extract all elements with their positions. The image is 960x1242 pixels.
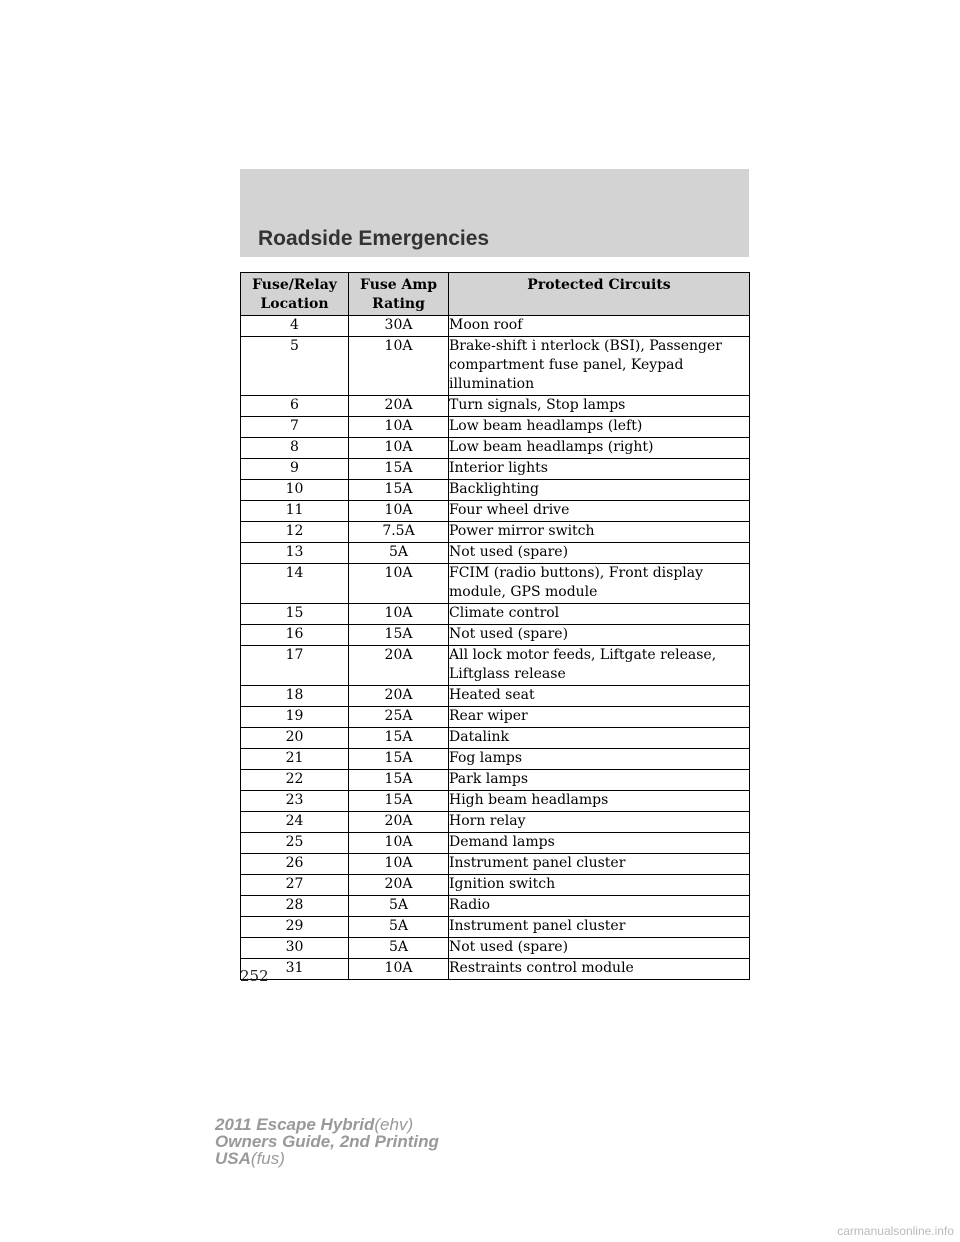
- section-header-band: [240, 169, 749, 257]
- fuse-location-cell: 12: [241, 522, 349, 543]
- table-row: [241, 522, 750, 543]
- table-header-row: [241, 273, 750, 316]
- table-row: [241, 896, 750, 917]
- fuse-amp-cell: 20A: [349, 396, 449, 417]
- protected-circuits-cell: Instrument panel cluster: [449, 854, 750, 875]
- header-amp-rating: Fuse Amp Rating: [349, 273, 449, 316]
- protected-circuits-cell: Rear wiper: [449, 707, 750, 728]
- fuse-location-cell: 24: [241, 812, 349, 833]
- table-row: [241, 564, 750, 604]
- fuse-amp-cell: 15A: [349, 791, 449, 812]
- fuse-amp-cell: 20A: [349, 875, 449, 896]
- fuse-location-cell: 18: [241, 686, 349, 707]
- protected-circuits-cell: FCIM (radio buttons), Front display module, GPS module: [449, 564, 750, 604]
- fuse-location-cell: 13: [241, 543, 349, 564]
- fuse-amp-cell: 25A: [349, 707, 449, 728]
- table-row: [241, 543, 750, 564]
- table-row: [241, 833, 750, 854]
- table-row: [241, 854, 750, 875]
- table-row: [241, 686, 750, 707]
- protected-circuits-cell: Horn relay: [449, 812, 750, 833]
- fuse-amp-cell: 5A: [349, 896, 449, 917]
- table-row: [241, 417, 750, 438]
- fuse-location-cell: 31: [241, 959, 349, 980]
- table-row: [241, 480, 750, 501]
- fuse-amp-cell: 10A: [349, 417, 449, 438]
- table-row: [241, 791, 750, 812]
- fuse-location-cell: 9: [241, 459, 349, 480]
- footer-line-1: [215, 1116, 439, 1133]
- fuse-location-cell: 4: [241, 316, 349, 337]
- fuse-location-cell: 21: [241, 749, 349, 770]
- table-row: [241, 749, 750, 770]
- fuse-table: [240, 272, 750, 980]
- fuse-location-cell: 30: [241, 938, 349, 959]
- fuse-location-cell: 7: [241, 417, 349, 438]
- fuse-amp-cell: 7.5A: [349, 522, 449, 543]
- fuse-amp-cell: 5A: [349, 917, 449, 938]
- fuse-amp-cell: 15A: [349, 480, 449, 501]
- fuse-amp-cell: 15A: [349, 459, 449, 480]
- fuse-amp-cell: 30A: [349, 316, 449, 337]
- table-row: [241, 625, 750, 646]
- protected-circuits-cell: Four wheel drive: [449, 501, 750, 522]
- fuse-location-cell: 15: [241, 604, 349, 625]
- protected-circuits-cell: Demand lamps: [449, 833, 750, 854]
- watermark: carmanualsonline.info: [837, 1224, 954, 1238]
- fuse-amp-cell: 15A: [349, 749, 449, 770]
- fuse-location-cell: 8: [241, 438, 349, 459]
- fuse-amp-cell: 15A: [349, 625, 449, 646]
- protected-circuits-cell: High beam headlamps: [449, 791, 750, 812]
- protected-circuits-cell: Moon roof: [449, 316, 750, 337]
- table-row: [241, 875, 750, 896]
- protected-circuits-cell: Backlighting: [449, 480, 750, 501]
- fuse-amp-cell: 20A: [349, 646, 449, 686]
- fuse-amp-cell: 20A: [349, 812, 449, 833]
- fuse-location-cell: 14: [241, 564, 349, 604]
- table-row: [241, 316, 750, 337]
- fuse-location-cell: 28: [241, 896, 349, 917]
- fuse-amp-cell: 20A: [349, 686, 449, 707]
- table-row: [241, 501, 750, 522]
- fuse-amp-cell: 10A: [349, 833, 449, 854]
- table-row: [241, 459, 750, 480]
- table-row: [241, 959, 750, 980]
- table-row: [241, 396, 750, 417]
- fuse-location-cell: 5: [241, 337, 349, 396]
- fuse-amp-cell: 5A: [349, 543, 449, 564]
- fuse-location-cell: 22: [241, 770, 349, 791]
- header-protected-circuits: Protected Circuits: [449, 273, 750, 316]
- fuse-amp-cell: 15A: [349, 728, 449, 749]
- protected-circuits-cell: All lock motor feeds, Liftgate release, Liftglass release: [449, 646, 750, 686]
- fuse-amp-cell: 10A: [349, 604, 449, 625]
- fuse-location-cell: 26: [241, 854, 349, 875]
- protected-circuits-cell: Fog lamps: [449, 749, 750, 770]
- fuse-location-cell: 19: [241, 707, 349, 728]
- page-number: 252: [240, 967, 269, 985]
- footer-market-code: (fus): [250, 1149, 285, 1168]
- fuse-location-cell: 17: [241, 646, 349, 686]
- protected-circuits-cell: Turn signals, Stop lamps: [449, 396, 750, 417]
- protected-circuits-cell: Low beam headlamps (right): [449, 438, 750, 459]
- protected-circuits-cell: Instrument panel cluster: [449, 917, 750, 938]
- table-row: [241, 707, 750, 728]
- fuse-location-cell: 23: [241, 791, 349, 812]
- fuse-location-cell: 10: [241, 480, 349, 501]
- table-row: [241, 438, 750, 459]
- fuse-amp-cell: 10A: [349, 854, 449, 875]
- table-row: [241, 604, 750, 625]
- protected-circuits-cell: Climate control: [449, 604, 750, 625]
- fuse-location-cell: 29: [241, 917, 349, 938]
- footer-model: 2011 Escape Hybrid: [215, 1115, 375, 1134]
- fuse-location-cell: 16: [241, 625, 349, 646]
- footer-imprint: [215, 1116, 439, 1167]
- protected-circuits-cell: Datalink: [449, 728, 750, 749]
- fuse-amp-cell: 15A: [349, 770, 449, 791]
- fuse-amp-cell: 5A: [349, 938, 449, 959]
- fuse-location-cell: 25: [241, 833, 349, 854]
- protected-circuits-cell: Power mirror switch: [449, 522, 750, 543]
- fuse-location-cell: 11: [241, 501, 349, 522]
- table-row: [241, 337, 750, 396]
- header-location: Fuse/Relay Location: [241, 273, 349, 316]
- table-row: [241, 770, 750, 791]
- protected-circuits-cell: Not used (spare): [449, 938, 750, 959]
- footer-line-2: Owners Guide, 2nd Printing: [215, 1132, 439, 1151]
- footer-market: USA: [215, 1149, 251, 1168]
- protected-circuits-cell: Not used (spare): [449, 543, 750, 564]
- table-row: [241, 917, 750, 938]
- fuse-location-cell: 6: [241, 396, 349, 417]
- protected-circuits-cell: Park lamps: [449, 770, 750, 791]
- protected-circuits-cell: Interior lights: [449, 459, 750, 480]
- protected-circuits-cell: Brake-shift i nterlock (BSI), Passenger compartment fuse panel, Keypad illumination: [449, 337, 750, 396]
- fuse-amp-cell: 10A: [349, 438, 449, 459]
- protected-circuits-cell: Radio: [449, 896, 750, 917]
- fuse-location-cell: 27: [241, 875, 349, 896]
- table-row: [241, 728, 750, 749]
- fuse-amp-cell: 10A: [349, 501, 449, 522]
- section-title: Roadside Emergencies: [258, 227, 490, 250]
- protected-circuits-cell: Not used (spare): [449, 625, 750, 646]
- protected-circuits-cell: Ignition switch: [449, 875, 750, 896]
- fuse-amp-cell: 10A: [349, 564, 449, 604]
- protected-circuits-cell: Restraints control module: [449, 959, 750, 980]
- footer-line-3: [215, 1150, 439, 1167]
- table-row: [241, 938, 750, 959]
- protected-circuits-cell: Heated seat: [449, 686, 750, 707]
- table-row: [241, 812, 750, 833]
- fuse-location-cell: 20: [241, 728, 349, 749]
- fuse-amp-cell: 10A: [349, 337, 449, 396]
- fuse-amp-cell: 10A: [349, 959, 449, 980]
- footer-model-code: (ehv): [374, 1115, 414, 1134]
- table-row: [241, 646, 750, 686]
- protected-circuits-cell: Low beam headlamps (left): [449, 417, 750, 438]
